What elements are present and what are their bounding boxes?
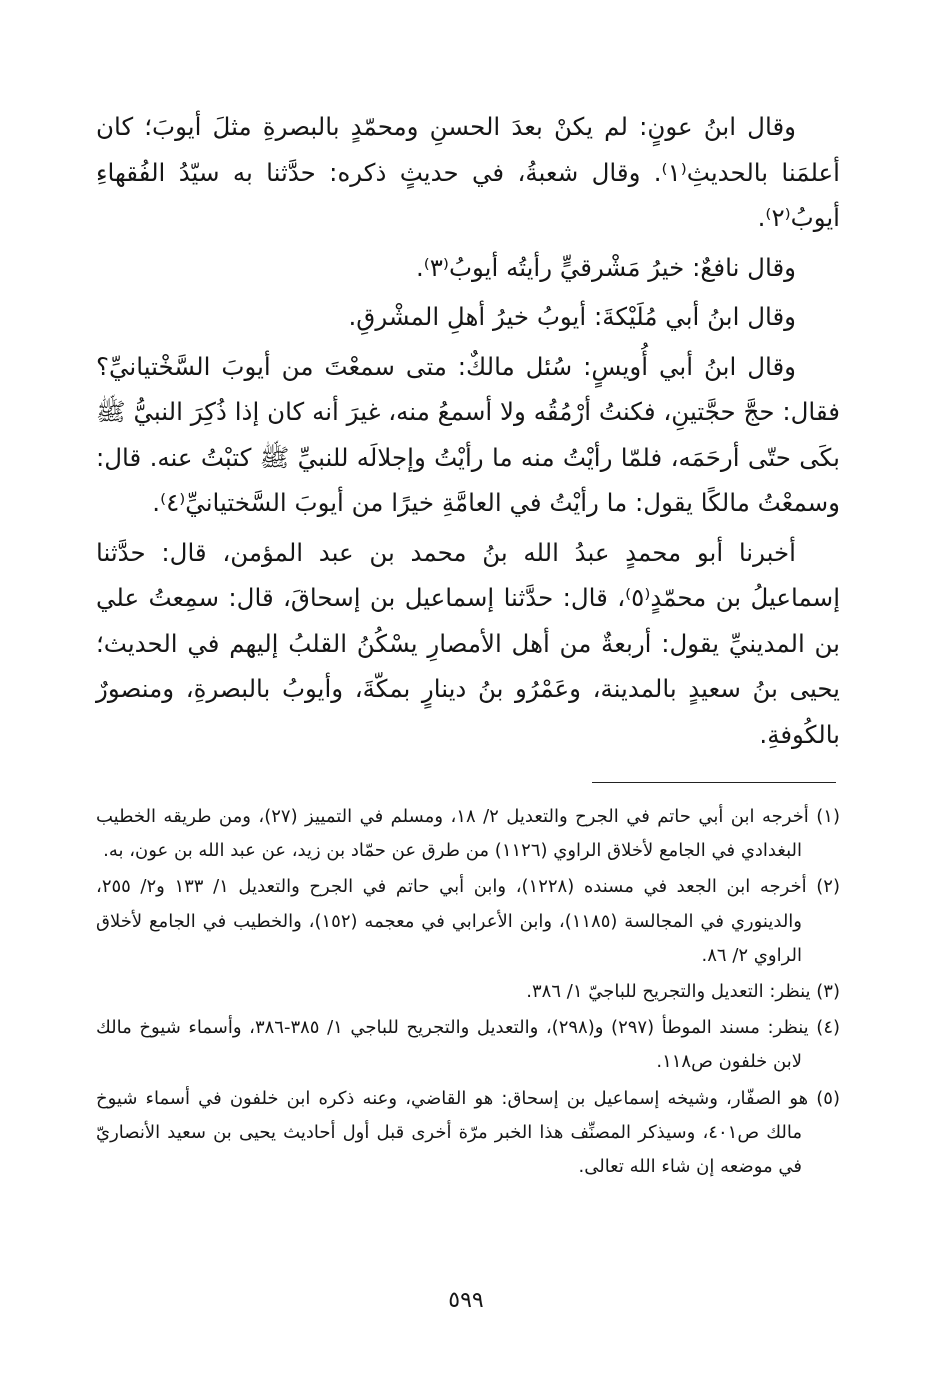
footnotes-section — [96, 800, 840, 1186]
footnote-4: (٤) ينظر: مسند الموطأ (٢٩٧) و(٢٩٨)، والتعديل والتجريح للباجي ١/ ٣٨٥-٣٨٦، وأسماء شيوخ مالك لابن خلفون ص١١٨. — [96, 1017, 841, 1073]
footnote-5: (٥) هو الصفّار، وشيخه إسماعيل بن إسحاق: هو القاضي، وعنه ذكره ابن خلفون في أسماء شيوخ مالك ص٤٠١، وسيذكر المصنِّف هذا الخبر مرّة أخرى قبل أول أحاديث يحيى بن سعيد الأنصاريّ في موضعه إن شاء الله تعالى. — [96, 1087, 840, 1178]
footnote-divider — [592, 782, 836, 783]
footnote-3: (٣) ينظر: التعديل والتجريح للباجيّ ١/ ٣٨٦. — [526, 981, 840, 1003]
footnote-1: (١) أخرجه ابن أبي حاتم في الجرح والتعديل ٢/ ١٨، ومسلم في التمييز (٢٧)، ومن طريقه الخطيب البغدادي في الجامع لأخلاق الراوي (١١٢٦) من طرق عن حمّاد بن زيد، عن عبد الله بن عون، به. — [96, 806, 840, 862]
paragraph-ibn-abi-uways: وقال ابنُ أبي أُويسٍ: سُئل مالكٌ: متى سمعْتَ من أيوبَ السَّخْتيانيِّ؟ فقال: حجَّ حجَّتينِ، فكنتُ أرْمُقُه ولا أسمعُ منه، غيرَ أنه كان إذا ذُكِرَ النبيُّ ﷺ بكَى حتّى أرحَمَه، فلمّا رأيْتُ منه ما رأيْتُ وإجلالَه للنبيِّ ﷺ كتبْتُ عنه. قال: وسمعْتُ مالكًا يقول: ما رأيْتُ في العامَّةِ خيرًا من أيوبَ السَّختيانيِّ⁽٤⁾. — [96, 351, 840, 517]
footnote-2: (٢) أخرجه ابن الجعد في مسنده (١٢٢٨)، وابن أبي حاتم في الجرح والتعديل ١/ ١٣٣ و٢/ ٢٥٥، والدينوري في المجالسة (١١٨٥)، وابن الأعرابي في معجمه (١٥٢)، والخطيب في الجامع لأخلاق الراوي ٢/ ٨٦. — [96, 876, 840, 966]
page-number: ٥٩٩ — [448, 1288, 484, 1313]
paragraph-nafi: وقال نافعٌ: خيرُ مَشْرقيٍّ رأيتُه أيوبُ⁽٣⁾. — [415, 252, 796, 282]
paragraph-ibn-abi-mulayka: وقال ابنُ أبي مُلَيْكةَ: أيوبُ خيرُ أهلِ المشْرقِ. — [348, 302, 796, 331]
paragraph-ibn-awn: وقال ابنُ عونٍ: لم يكنْ بعدَ الحسنِ ومحمّدٍ بالبصرةِ مثلَ أيوبَ؛ كان أعلمَنا بالحديثِ⁽١⁾. وقال شعبةُ، في حديثٍ ذكره: حدَّثنا به سيّدُ الفُقهاءِ أيوبُ⁽٢⁾. — [96, 112, 840, 232]
paragraph-akhbarana: أخبرنا أبو محمدٍ عبدُ الله بنُ محمد بن عبد المؤمن، قال: حدَّثنا إسماعيلُ بن محمّدٍ⁽٥⁾، قال: حدَّثنا إسماعيل بن إسحاقَ، قال: سمِعتُ علي بن المدينيِّ يقول: أربعةٌ من أهل الأمصارِ يسْكُنُ القلبُ إليهم في الحديث؛ يحيى بنُ سعيدٍ بالمدينة، وعَمْرُو بنُ دينارٍ بمكّةَ، وأيوبُ بالبصرةِ، ومنصورٌ بالكُوفةِ. — [96, 537, 840, 749]
main-text-block — [96, 104, 840, 757]
